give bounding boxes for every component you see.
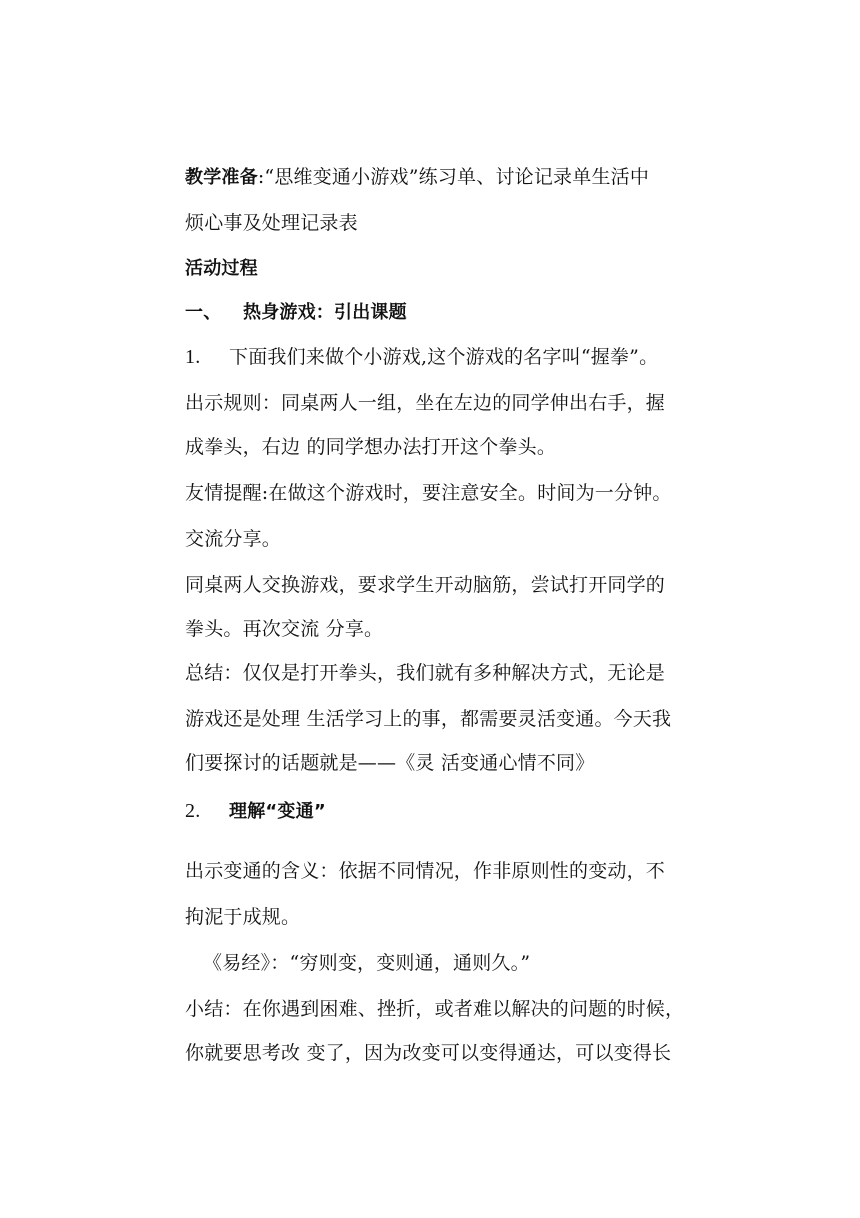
swap-line-2: 拳头。再次交流 分享。 [185, 618, 384, 640]
conclusion-line-1: 小结：在你遇到困难、挫折，或者难以解决的问题的时候， [185, 998, 685, 1020]
prep-text-1: :“思维变通小游戏”练习单、讨论记录单生活中 [257, 166, 650, 188]
summary-line-2: 游戏还是处理 生活学习上的事，都需要灵活变通。今天我 [185, 708, 672, 730]
item1-text: 下面我们来做个小游戏,这个游戏的名字叫“握拳”。 [229, 346, 659, 368]
rules-line-2: 成拳头，右边 的同学想办法打开这个拳头。 [185, 436, 557, 458]
section1-heading [185, 301, 407, 325]
process-title: 活动过程 [185, 258, 258, 279]
section1-number: 一、 [185, 302, 222, 323]
item2-number: 2. [185, 800, 201, 822]
summary-line-1: 总结：仅仅是打开拳头，我们就有多种解决方式，无论是 [185, 662, 666, 684]
item1-line [185, 345, 658, 369]
reminder-line: 友情提醒:在做这个游戏时，要注意安全。时间为一分钟。 [185, 482, 672, 504]
swap-line-1: 同桌两人交换游戏，要求学生开动脑筋，尝试打开同学的 [185, 574, 666, 596]
item2-heading [185, 799, 326, 824]
item2-title: 理解“变通” [229, 801, 326, 822]
rules-line-1: 出示规则：同桌两人一组，坐在左边的同学伸出右手，握 [185, 392, 666, 414]
summary-line-3: 们要探讨的话题就是——《灵 活变通心情不同》 [185, 752, 595, 774]
meaning-line-1: 出示变通的含义：依据不同情况，作非原则性的变动，不 [185, 860, 666, 882]
quote-line: 《易经》：“穷则变，变则通，通则久。” [203, 952, 531, 974]
prep-line-2: 烦心事及处理记录表 [185, 212, 358, 234]
item1-number: 1. [185, 346, 201, 368]
conclusion-line-2: 你就要思考改 变了，因为改变可以变得通达，可以变得长 [185, 1042, 672, 1064]
prep-label: 教学准备 [185, 167, 258, 188]
prep-line-1 [185, 165, 649, 190]
share-line: 交流分享。 [185, 528, 282, 550]
meaning-line-2: 拘泥于成规。 [185, 906, 301, 928]
section1-title: 热身游戏：引出课题 [243, 302, 407, 323]
